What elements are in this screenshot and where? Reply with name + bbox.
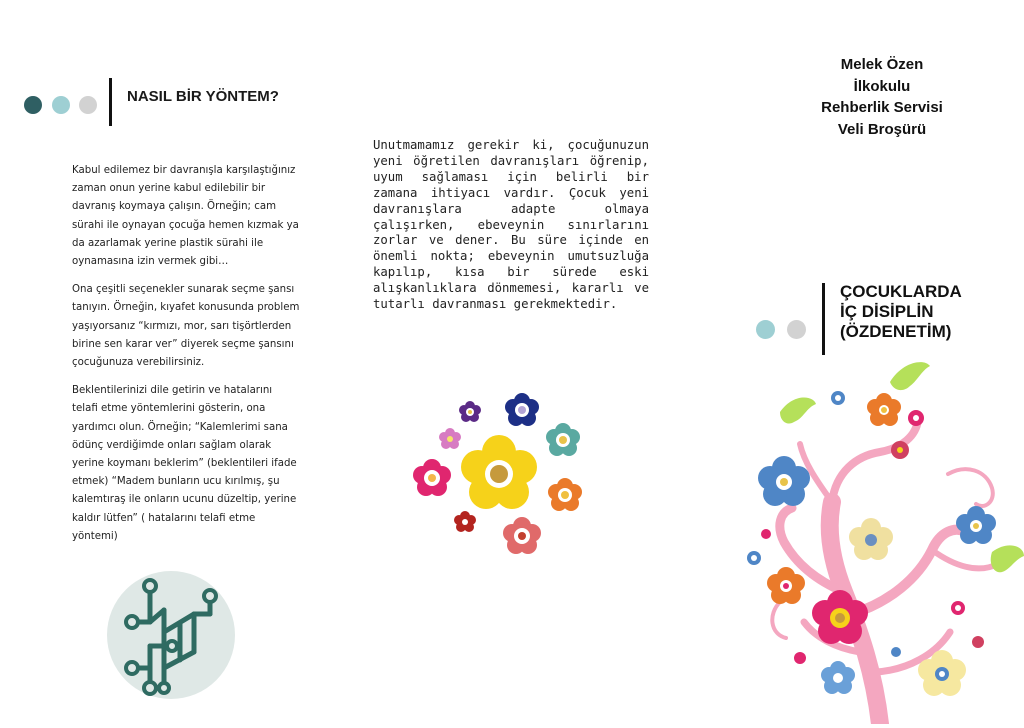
decor-dot-gray-right bbox=[787, 320, 806, 339]
left-heading: NASIL BİR YÖNTEM? bbox=[127, 88, 279, 105]
flower-cluster-illustration bbox=[405, 388, 595, 560]
brochure-title bbox=[840, 282, 1010, 342]
department-name: Rehberlik Servisi bbox=[821, 99, 943, 116]
middle-body-text: Unutmamamız gerekir ki, çocuğunuzun yeni öğretilen davranışları öğrenip, uyum sağlaması için belirli bir zamana ihtiyacı vardır. Çocuk yeni davranışlara adapte olmaya çalışırken, ebeveynin sınırlarını zorlar ve dener. Bu süre içinde en önemli nokta; ebeveynin umutsuzluğa kapılıp, kısa bir sürede eski alışkanlıklara dönmemesi, kararlı ve tutarlı davranması gerekmektedir. bbox=[373, 138, 649, 312]
circuit-book-icon bbox=[106, 570, 236, 700]
decor-dot-dark bbox=[24, 96, 42, 114]
left-body-text bbox=[72, 162, 300, 556]
decor-dot-teal-right bbox=[756, 320, 775, 339]
decor-dot-gray bbox=[79, 96, 97, 114]
title-line-2: İÇ DİSİPLİN bbox=[840, 302, 934, 321]
left-paragraph-2: Ona çeşitli seçenekler sunarak seçme şansı tanıyın. Örneğin, kıyafet konusunda problem yaşıyorsanız “kırmızı, mor, sarı tişörtlerden birine sen karar ver” diyerek seçme şansını çocuğunuza verebilirsiniz. bbox=[72, 284, 300, 369]
flower-tree-illustration bbox=[740, 352, 1024, 724]
organization-block bbox=[800, 54, 964, 140]
left-paragraph-3: Beklentilerinizi dile getirin ve hatalarını telafi etme yöntemlerini gösterin, ona yardımcı olun. Örneğin; “Kalemlerimi sana ödünç verdiğimde onları sağlam olarak yerine koymanı beklerim” (beklentileri ifade etmek) “Madem bunların ucu kırılmış, şu kalemtıraş ile onların ucunu düzeltip, yerine kaldır lütfen” ( hatalarını telafi etme yöntemi) bbox=[72, 385, 297, 542]
brochure-type: Veli Broşürü bbox=[837, 120, 927, 138]
school-name-line-2: İlkokulu bbox=[853, 77, 911, 95]
title-line-1: ÇOCUKLARDA bbox=[840, 282, 962, 301]
heading-divider bbox=[109, 78, 112, 126]
decor-dot-teal bbox=[52, 96, 70, 114]
title-divider bbox=[822, 283, 825, 355]
title-line-3: (ÖZDENETİM) bbox=[840, 322, 952, 341]
left-paragraph-1: Kabul edilemez bir davranışla karşılaştığınız zaman onun yerine kabul edilebilir bir davranış koymaya çalışın. Örneğin; cam sürahi ile oynayan çocuğa hemen kızmak ya da azarlamak yerine plastik sürahi ile oynamasına izin vermek gibi… bbox=[72, 165, 299, 268]
school-name-line-1: Melek Özen bbox=[840, 56, 924, 73]
